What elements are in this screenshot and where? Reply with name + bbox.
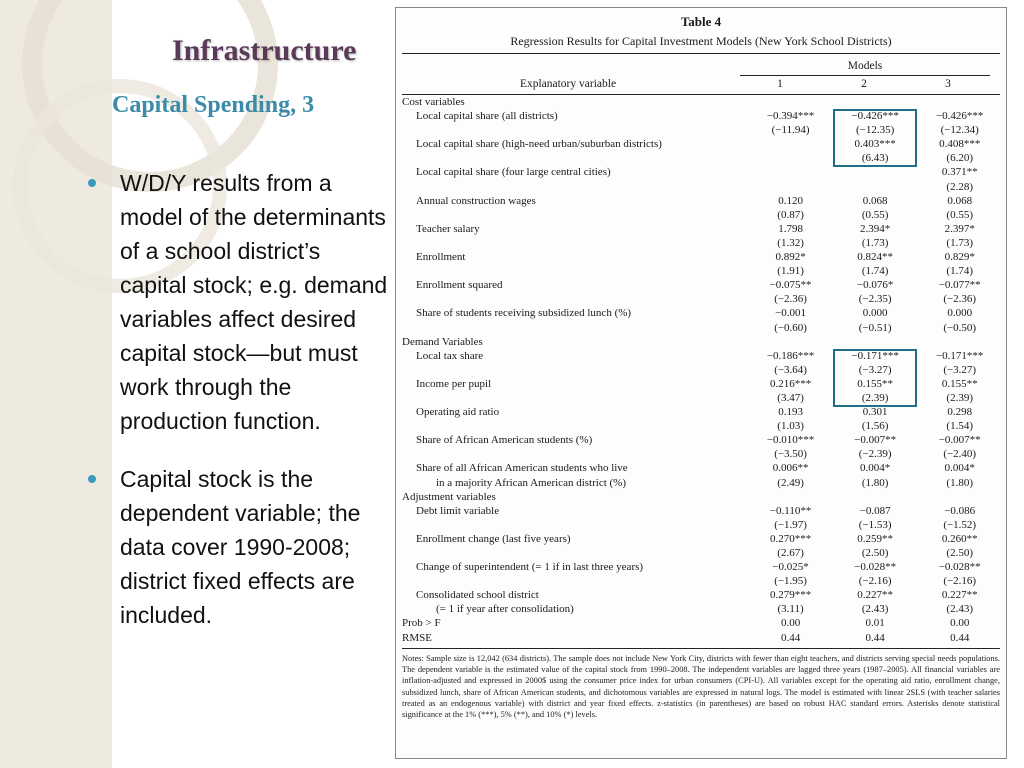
model-1-value bbox=[748, 137, 833, 151]
model-2-value bbox=[833, 490, 918, 504]
row-label bbox=[402, 518, 748, 532]
table-row bbox=[402, 165, 1002, 179]
row-label bbox=[402, 574, 748, 588]
model-1-header: 1 bbox=[777, 78, 783, 90]
table-row bbox=[402, 532, 1002, 546]
table-row bbox=[402, 109, 1002, 123]
model-2-value: (6.43) bbox=[861, 152, 889, 165]
table-row bbox=[402, 616, 1002, 630]
model-1-value: 0.270*** bbox=[769, 532, 812, 545]
model-1-value: −0.010*** bbox=[766, 434, 815, 447]
model-3-value: 0.227** bbox=[941, 589, 978, 602]
model-3-value: (2.39) bbox=[946, 391, 973, 404]
model-2-value: −0.087 bbox=[859, 504, 891, 517]
table-row bbox=[402, 321, 1002, 335]
bullet-list bbox=[88, 166, 388, 632]
model-1-value: (3.47) bbox=[777, 391, 804, 404]
model-3-header: 3 bbox=[945, 78, 951, 90]
model-1-value: (1.91) bbox=[777, 265, 804, 278]
row-label: Share of students receiving subsidized lunch (%) bbox=[416, 307, 632, 320]
row-label bbox=[402, 391, 748, 405]
model-1-value bbox=[748, 335, 833, 349]
model-1-value: (−3.50) bbox=[774, 448, 807, 461]
table-row bbox=[402, 222, 1002, 236]
model-2-value: 0.01 bbox=[865, 617, 885, 630]
model-1-value: (−11.94) bbox=[771, 124, 810, 137]
model-3-value: 0.260** bbox=[941, 532, 978, 545]
table-row bbox=[402, 180, 1002, 194]
table-row bbox=[402, 306, 1002, 320]
row-label: Enrollment bbox=[416, 251, 466, 264]
table-row bbox=[402, 250, 1002, 264]
table-row bbox=[402, 236, 1002, 250]
table-row bbox=[402, 137, 1002, 151]
model-1-value: 0.892* bbox=[775, 251, 806, 264]
model-3-value: −0.426*** bbox=[935, 110, 984, 123]
model-2-value bbox=[833, 165, 918, 179]
model-1-value: −0.110** bbox=[769, 504, 812, 517]
model-2-value: (2.43) bbox=[861, 603, 889, 616]
model-2-value: (−2.35) bbox=[858, 293, 892, 306]
model-1-value: −0.394*** bbox=[766, 110, 815, 123]
row-label bbox=[402, 123, 748, 137]
model-3-value: 0.44 bbox=[950, 631, 970, 644]
model-2-value: 0.259** bbox=[857, 532, 894, 545]
row-label: (= 1 if year after consolidation) bbox=[436, 603, 574, 616]
row-label: RMSE bbox=[402, 631, 432, 644]
model-3-value: (1.74) bbox=[946, 265, 973, 278]
table-row bbox=[402, 194, 1002, 208]
row-label bbox=[402, 419, 748, 433]
row-label: in a majority African American district (%) bbox=[436, 476, 626, 489]
model-3-value: (0.55) bbox=[946, 208, 973, 221]
table-row bbox=[402, 546, 1002, 560]
table-row bbox=[402, 631, 1002, 645]
model-2-value: (2.39) bbox=[861, 391, 889, 404]
model-2-value: (1.56) bbox=[861, 420, 889, 433]
table-row bbox=[402, 588, 1002, 602]
model-2-value: (1.74) bbox=[861, 265, 889, 278]
model-2-value: −0.426*** bbox=[851, 110, 899, 123]
model-1-value: (0.87) bbox=[777, 208, 804, 221]
table-header bbox=[396, 54, 1006, 94]
row-label: Prob > F bbox=[402, 617, 441, 630]
table-title: Table 4 bbox=[680, 14, 722, 29]
row-label bbox=[402, 180, 748, 194]
model-1-value: (3.11) bbox=[777, 603, 804, 616]
model-2-value: (−0.51) bbox=[858, 321, 892, 334]
regression-table bbox=[402, 95, 1002, 645]
model-3-value bbox=[917, 95, 1002, 109]
model-3-value: (−2.36) bbox=[943, 293, 977, 306]
model-1-value: (−3.64) bbox=[774, 363, 807, 376]
model-1-value: 1.798 bbox=[778, 222, 803, 235]
model-3-value: 0.004* bbox=[944, 462, 975, 475]
table-row bbox=[402, 504, 1002, 518]
model-2-value: (0.55) bbox=[861, 208, 889, 221]
model-1-value: (−1.97) bbox=[774, 518, 807, 531]
model-1-value: 0.120 bbox=[778, 194, 803, 207]
model-2-value: 0.44 bbox=[865, 631, 885, 644]
model-1-value: −0.001 bbox=[775, 307, 807, 320]
model-1-value: (−2.36) bbox=[774, 293, 807, 306]
model-3-value: (6.20) bbox=[946, 152, 973, 165]
model-3-value: (2.43) bbox=[946, 603, 973, 616]
table-row bbox=[402, 419, 1002, 433]
row-label: Enrollment squared bbox=[416, 279, 503, 292]
model-3-value: −0.007** bbox=[938, 434, 981, 447]
model-3-value: −0.028** bbox=[938, 561, 981, 574]
model-2-value: (−3.27) bbox=[858, 363, 892, 376]
row-label: Annual construction wages bbox=[416, 194, 536, 207]
bullet-item bbox=[88, 462, 388, 632]
models-label: Models bbox=[847, 60, 883, 72]
table-row bbox=[402, 518, 1002, 532]
bullet-item bbox=[88, 166, 388, 438]
model-1-value: 0.279*** bbox=[769, 589, 812, 602]
model-3-value bbox=[917, 335, 1002, 349]
table-row bbox=[402, 490, 1002, 504]
model-3-value: 2.397* bbox=[944, 222, 975, 235]
model-3-value: (−3.27) bbox=[943, 363, 977, 376]
model-1-value bbox=[748, 95, 833, 109]
model-2-value: 2.394* bbox=[860, 222, 891, 235]
table-row bbox=[402, 208, 1002, 222]
row-label: Local tax share bbox=[416, 349, 484, 362]
model-3-value: (2.50) bbox=[946, 547, 973, 559]
row-label bbox=[402, 321, 748, 335]
row-label: Enrollment change (last five years) bbox=[416, 532, 571, 545]
row-label bbox=[402, 546, 748, 560]
model-1-value: (2.49) bbox=[777, 476, 804, 489]
table-row bbox=[402, 461, 1002, 475]
row-label bbox=[402, 447, 748, 461]
row-label: Local capital share (high-need urban/suburban districts) bbox=[416, 138, 662, 151]
model-1-value: (−0.60) bbox=[774, 321, 807, 334]
table-subtitle: Regression Results for Capital Investment Models (New York School Districts) bbox=[510, 34, 892, 48]
model-2-value: (2.50) bbox=[861, 547, 889, 559]
model-3-value: (1.80) bbox=[946, 476, 973, 489]
model-2-value: (1.80) bbox=[861, 476, 889, 489]
regression-table-figure bbox=[395, 7, 1007, 759]
model-2-value: (−2.39) bbox=[858, 448, 892, 461]
table-row bbox=[402, 574, 1002, 588]
model-1-value: −0.075** bbox=[769, 279, 812, 292]
table-row bbox=[402, 335, 1002, 349]
row-label: Share of African American students (%) bbox=[416, 434, 593, 447]
row-label: Adjustment variables bbox=[402, 490, 496, 503]
row-label bbox=[402, 264, 748, 278]
model-1-value bbox=[748, 180, 833, 194]
model-1-value: 0.216*** bbox=[769, 377, 812, 390]
model-1-value: 0.193 bbox=[778, 406, 803, 419]
model-3-value: 0.068 bbox=[947, 194, 973, 207]
model-3-value: 0.408*** bbox=[939, 138, 981, 151]
row-label bbox=[402, 236, 748, 250]
model-1-value: (−1.95) bbox=[774, 575, 807, 588]
model-2-value: 0.301 bbox=[862, 406, 888, 419]
model-2-header: 2 bbox=[861, 78, 867, 90]
model-2-value: −0.007** bbox=[854, 434, 897, 447]
model-2-value: (−1.53) bbox=[858, 518, 892, 531]
table-row bbox=[402, 123, 1002, 137]
row-label bbox=[402, 292, 748, 306]
model-2-value: −0.028** bbox=[854, 561, 897, 574]
model-3-value: −0.171*** bbox=[935, 349, 984, 362]
row-label bbox=[402, 363, 748, 377]
model-1-value bbox=[748, 151, 833, 165]
table-row bbox=[402, 349, 1002, 363]
model-1-value bbox=[748, 165, 833, 179]
row-label bbox=[402, 208, 748, 222]
model-1-value: −0.025* bbox=[772, 561, 809, 574]
model-2-value: 0.227** bbox=[857, 589, 894, 602]
model-2-value: −0.076* bbox=[856, 279, 894, 292]
model-3-value: (1.73) bbox=[946, 236, 973, 249]
model-3-value: −0.086 bbox=[944, 504, 976, 517]
model-2-value bbox=[833, 335, 918, 349]
model-2-value: 0.403*** bbox=[854, 138, 896, 151]
row-label: Teacher salary bbox=[416, 222, 480, 235]
bullet-icon bbox=[88, 179, 96, 187]
model-1-value: −0.186*** bbox=[766, 349, 815, 362]
models-rule bbox=[740, 75, 990, 76]
model-3-value: 0.000 bbox=[947, 307, 973, 320]
row-label: Local capital share (four large central cities) bbox=[416, 166, 611, 179]
model-3-value: 0.371** bbox=[941, 166, 978, 179]
table-row bbox=[402, 602, 1002, 616]
table-row bbox=[402, 447, 1002, 461]
model-1-value: 0.44 bbox=[780, 631, 801, 644]
model-2-value: 0.155** bbox=[857, 377, 894, 390]
row-label: Cost variables bbox=[402, 96, 465, 108]
slide-subtitle: Capital Spending, 3 bbox=[112, 92, 315, 118]
table-row bbox=[402, 405, 1002, 419]
row-label: Debt limit variable bbox=[416, 504, 500, 517]
slide-title: Infrastructure bbox=[172, 34, 357, 67]
model-3-value bbox=[917, 490, 1002, 504]
row-label: Change of superintendent (= 1 if in last three years) bbox=[416, 561, 644, 574]
model-1-value: 0.006** bbox=[772, 462, 809, 475]
table-row bbox=[402, 377, 1002, 391]
table-row bbox=[402, 95, 1002, 109]
model-2-value bbox=[833, 95, 918, 109]
model-1-value: (1.03) bbox=[777, 420, 804, 433]
model-3-value: (−12.34) bbox=[940, 124, 979, 137]
model-3-value: 0.00 bbox=[950, 617, 970, 630]
row-label: Operating aid ratio bbox=[416, 406, 500, 419]
model-2-value: (1.73) bbox=[861, 236, 889, 249]
row-label bbox=[402, 151, 748, 165]
model-3-value: 0.155** bbox=[941, 377, 978, 390]
model-3-value: (−0.50) bbox=[943, 321, 977, 334]
model-1-value: (1.32) bbox=[777, 236, 804, 249]
row-label: Income per pupil bbox=[416, 377, 492, 390]
model-2-value: 0.000 bbox=[862, 307, 888, 320]
table-row bbox=[402, 278, 1002, 292]
model-2-value: (−2.16) bbox=[858, 575, 892, 588]
model-3-value: −0.077** bbox=[938, 279, 981, 292]
table-row bbox=[402, 391, 1002, 405]
explanatory-variable-header: Explanatory variable bbox=[519, 78, 617, 90]
model-1-value bbox=[748, 490, 833, 504]
bullet-text: Capital stock is the dependent variable; the data cover 1990-2008; district fixed effects are included. bbox=[120, 466, 361, 628]
row-label: Local capital share (all districts) bbox=[416, 110, 558, 123]
model-2-value: (−12.35) bbox=[856, 124, 895, 137]
model-2-value: 0.824** bbox=[857, 251, 894, 264]
model-3-value: (−1.52) bbox=[943, 518, 977, 531]
model-3-value: (−2.40) bbox=[943, 448, 977, 461]
model-3-value: 0.829* bbox=[944, 251, 975, 264]
row-label: Demand Variables bbox=[402, 335, 483, 348]
table-row bbox=[402, 363, 1002, 377]
table-notes: Notes: Sample size is 12,042 (634 districts). The sample does not include New York City, districts with fewer than eight teachers, and districts serving special needs populations. The dependent variable is the estimated value of the capital stock from 1990–2008. The independent variables are lagged three years (1987–2005). All financial variables are inflation-adjusted and expressed in 2000$ using the consumer price index for urban consumers (CPI-U). All variables except for the operating aid ratio, enrollment change, subsidized lunch, share of African American students, and dichotomous variables are expressed in natural logs. The model is estimated with linear 2SLS (with teacher salaries treated as an endogenous variable) with district and year fixed effects. z-statistics (in parentheses) are based on robust HAC standard errors. Asterisks denote statistical significance at the 1% (***), 5% (**), and 10% (*) levels. bbox=[402, 653, 1000, 720]
bullet-icon bbox=[88, 475, 96, 483]
model-1-value: 0.00 bbox=[780, 617, 801, 630]
model-2-value: 0.004* bbox=[860, 462, 891, 475]
table-row bbox=[402, 292, 1002, 306]
table-row bbox=[402, 151, 1002, 165]
table-row bbox=[402, 560, 1002, 574]
model-2-value: 0.068 bbox=[862, 194, 888, 207]
row-label: Share of all African American students who live bbox=[416, 462, 628, 475]
table-row bbox=[402, 264, 1002, 278]
model-1-value: (2.67) bbox=[777, 547, 804, 559]
table-row bbox=[402, 476, 1002, 490]
model-3-value: (2.28) bbox=[946, 180, 973, 193]
bullet-text: W/D/Y results from a model of the determinants of a school district’s capital stock; e.g. demand variables affect desired capital stock—but must work through the production function. bbox=[120, 170, 388, 434]
model-3-value: (1.54) bbox=[946, 420, 973, 433]
model-3-value: 0.298 bbox=[947, 406, 973, 419]
row-label: Consolidated school district bbox=[416, 589, 539, 602]
table-bottom-rule bbox=[402, 648, 1000, 649]
model-2-value bbox=[833, 180, 918, 194]
model-3-value: (−2.16) bbox=[943, 575, 977, 588]
model-2-value: −0.171*** bbox=[851, 349, 899, 362]
table-row bbox=[402, 433, 1002, 447]
